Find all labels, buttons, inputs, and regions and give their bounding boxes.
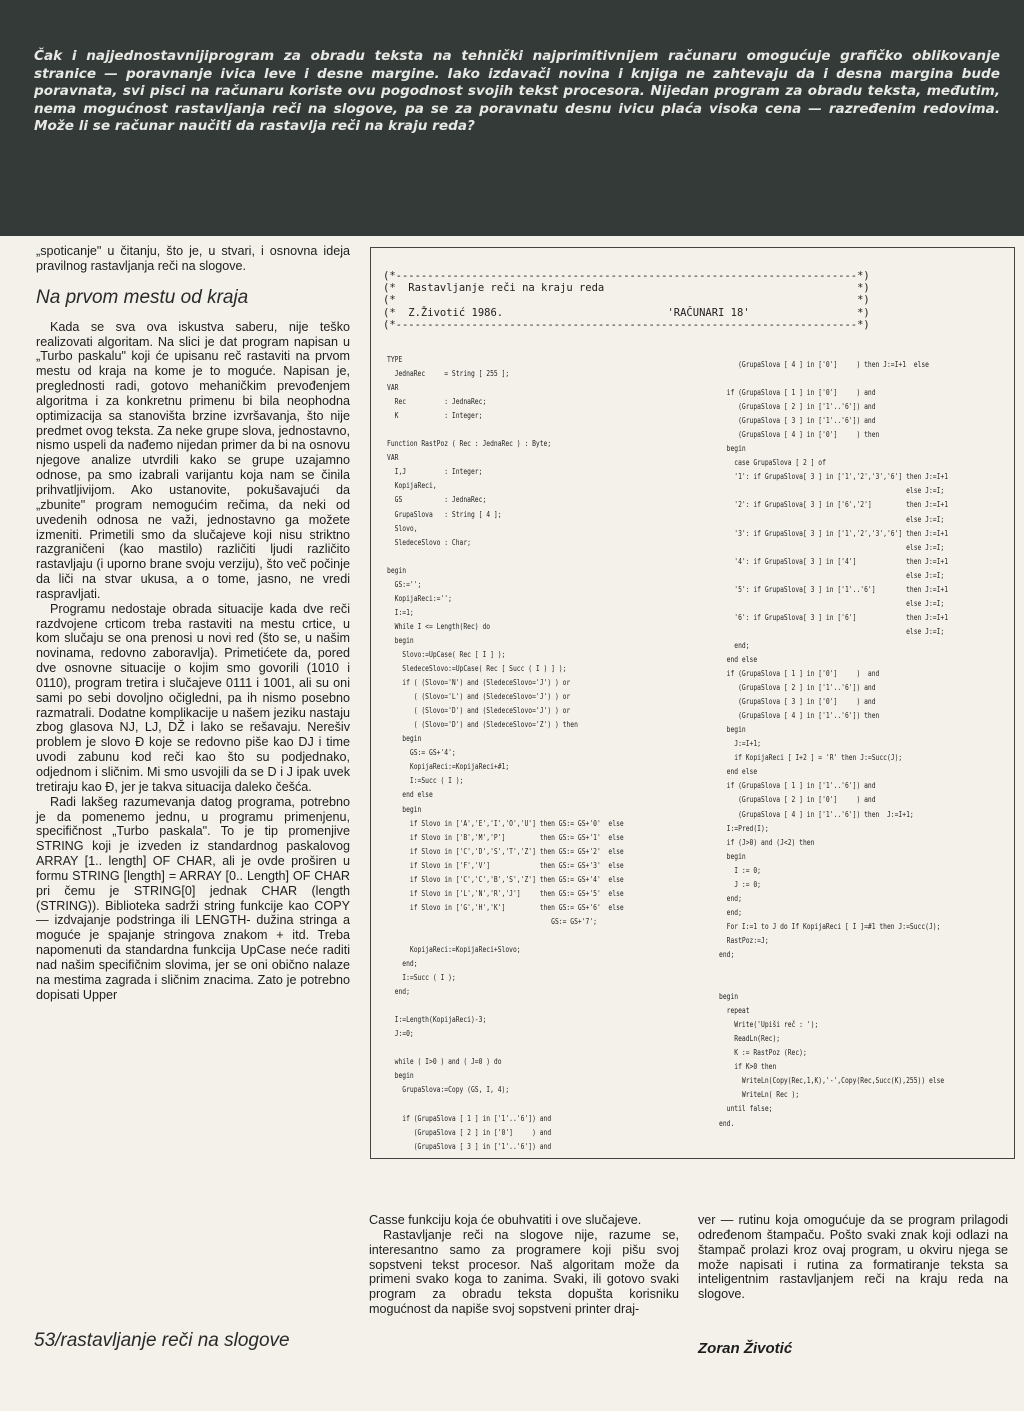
section-heading: Na prvom mestu od kraja [36,286,249,308]
code-listing-right: (GrupaSlova [ 4 ] in ['0'] ) then J:=I+1 else if (GrupaSlova [ 1 ] in ['0'] ) and (GrupaSlova [ 2 ] in ['1'..'6']) and (GrupaSlova [ 3 ] in ['1'..'6']) and (GrupaSlova [ 4 ] in ['0'] ) then begin case GrupaSlova [ 2 ] of '1': if GrupaSlova[ 3 ] in ['1','2','3','6'] then J:=I+1 else J:=I; '2': if GrupaSlova[ 3 ] in ['6','2'] then J:=I+1 else J:=I; '3': if GrupaSlova[ 3 ] in ['1','2','3','6'] then J:=I+1 else J:=I; '4': if GrupaSlova[ 3 ] in ['4'] then J:=I+1 else J:=I; '5': if GrupaSlova[ 3 ] in ['1'..'6'] then J:=I+1 else J:=I; '6': if GrupaSlova[ 3 ] in ['6'] then J:=I+1 else J:=I; end; end else if (GrupaSlova [ 1 ] in ['0'] ) and (GrupaSlova [ 2 ] in ['1'..'6']) and (GrupaSlova [ 3 ] in ['0'] ) and (GrupaSlova [ 4 ] in ['1'..'6']) then begin J:=I+1; if KopijaReci [ I+2 ] = 'R' then J:=Succ(J); end else if (GrupaSlova [ 1 ] in ['1'..'6']) and (GrupaSlova [ 2 ] in ['0'] ) and (GrupaSlova [ 4 ] in ['1'..'6']) then J:=I+1; I:=Pred(I); if (J>0) and (J<2) then begin I := 0; J := 0; end; end; For I:=1 to J do If KopijaReci [ I ]=#1 then J:=Succ(J); RastPoz:=J; end; begin repeat Write('Upiši reč : '); ReadLn(Rec); K := RastPoz (Rec); if K>0 then WriteLn(Copy(Rec,1,K),'-',Copy(Rec,Succ(K),255)) else WriteLn( Rec ); until false; end. [719,359,949,1128]
body-paragraph: Casse funkciju koja će obuhvatiti i ove slučajeve. [369,1213,642,1227]
bottom-middle-column [369,1213,679,1317]
code-header-comment: (*-------------------------------------------------------------------------*) (* Rastavljanje reči na kraju reda *) (* *) (* Z.Životić 1986. 'RAČUNARI 18' *) (*-------------------------------------------------------------------------*) [383,270,870,331]
body-paragraph: Kada se sva ova iskustva saberu, nije teško realizovati algoritam. Na slici je dat program napisan u „Turbo paskalu" koji će upisanu reč rastaviti na prvom mestu od kraja na kome je to moguće. Napisan je, preglednosti radi, gotovo mehaničkim prevođenjem algoritma i za konkretnu primenu bi bila neophodna optimizacija sa stanovišta brzine izvršavanja, što nije predmet ovog teksta. Za neke grupe slova, jednostavno, nismo uspeli da nađemo nijedan primer da bi na osnovu njegove analize utvrdili kako se grupe uzajamno odnose, pa smo izabrali varijantu koja nam se činila prihvatljivijom. Ako ustanovite, pokušavajući da „zbunite" program nemogućim rečima, da neki od uvedenih odnosa ne važi, jednostavno ga možete izmeniti. Primetili smo da slučajeve koji nisu striktno razgraničeni (kao mastilo) različiti ljudi različito rastavljaju (i uporno brane svoju verziju), što več počinje da liči na stvar ukusa, a o tome, jasno, ne vredi raspravljati. [36,319,350,601]
header-band [0,0,1024,236]
code-listing-box [370,247,1015,1159]
author-name: Zoran Životić [698,1340,793,1357]
intro-paragraph: Čak i najjednostavnijiprogram za obradu teksta na tehnički najprimitivnijem računaru omogućuje grafičko oblikovanje stranice — poravnanje ivica leve i desne margine. Iako izdavači novina i knjiga ne zahtevaju da i desna margina bude poravnata, svi pisci na računaru koriste ovu pogodnost svojih tekst procesora. Nijedan program za obradu teksta, međutim, nema mogućnost rastavljanja reči na slogove, pa se za poravnatu desnu ivicu plaća visoka cena — razređenim redovima. Može li se računar naučiti da rastavlja reči na kraju reda? [34,48,1000,135]
bottom-right-column [698,1213,1008,1302]
code-listing-left: TYPE JednaRec = String [ 255 ]; VAR Rec : JednaRec; K : Integer; Function RastPoz ( Rec : JednaRec ) : Byte; VAR I,J : Integer; KopijaReci, GS : JednaRec; GrupaSlova : String [ 4 ]; Slovo, SledeceSlovo : Char; begin GS:=''; KopijaReci:=''; I:=1; While I <= Length(Rec) do begin Slovo:=UpCase( Rec [ I ] ); SledeceSlovo:=UpCase( Rec [ Succ ( I ) ] ); if ( (Slovo='N') and (SledeceSlovo='J') ) or ( (Slovo='L') and (SledeceSlovo='J') ) or ( (Slovo='D') and (SledeceSlovo='J') ) or ( (Slovo='D') and (SledeceSlovo='Z') ) then begin GS:= GS+'4'; KopijaReci:=KopijaReci+#1; I:=Succ ( I ); end else begin if Slovo in ['A','E','I','O','U'] then GS:= GS+'0' else if Slovo in ['B','M','P'] then GS:= GS+'1' else if Slovo in ['C','D','S','T','Z'] then GS:= GS+'2' else if Slovo in ['F','V'] then GS:= GS+'3' else if Slovo in ['C','C','B','S','Z'] then GS:= GS+'4' else if Slovo in ['L','N','R','J'] then GS:= GS+'5' else if Slovo in ['G','H','K'] then GS:= GS+'6' else GS:= GS+'7'; KopijaReci:=KopijaReci+Slovo; end; I:=Succ ( I ); end; I:=Length(KopijaReci)-3; J:=0; while ( I>0 ) and ( J=0 ) do begin GrupaSlova:=Copy (GS, I, 4); if (GrupaSlova [ 1 ] in ['1'..'6']) and (GrupaSlova [ 2 ] in ['0'] ) and (GrupaSlova [ 3 ] in ['1'..'6']) and [387,354,624,1151]
left-column [36,244,350,1003]
body-paragraph: „spoticanje" u čitanju, što je, u stvari, i osnovna ideja pravilnog rastavljanja reči na slogove. [36,244,350,273]
page-footer: 53/rastavljanje reči na slogove [34,1330,290,1351]
body-paragraph: Programu nedostaje obrada situacije kada dve reči razdvojene crticom treba rastaviti na mestu crtice, u kom slučaju se ona prenosi u novi red (što se, u našim novinama, redovno zaboravlja). Primetićete da, pored dve osnovne situacije o kojim smo govorili (1010 i 0110), program tretira i slučajeve 0111 i 1001, ali su oni sami po sebi dovoljno očigledni, pa ih nismo posebno razmatrali. Dodatne komplikacije u našem jeziku nastaju zbog glasova NJ, LJ, DŽ i lako se rešavaju. Nerešiv problem je slovo Đ koje se redovno piše kao DJ i time uvodi zabunu kod reči kao što su podjednako, odjednom i sličnim. Mi smo usvojili da se D i J ipak uvek tretiraju kao Đ, jer je takva situacija daleko češća. [36,601,350,794]
body-paragraph: ver — rutinu koja omogućuje da se program prilagodi određenom štampaču. Pošto svaki znak koji odlazi na štampač prolazi kroz ovaj program, u okviru njega se može napisati i rutina za formatiranje teksta sa inteligentnim rastavljanjem reči na kraju reda na slogove. [698,1213,1008,1302]
body-paragraph: Radi lakšeg razumevanja datog programa, potrebno je da pomenemo jednu, u programu primenjenu, specifičnost „Turbo paskala". To je tip promenjive STRING koji je izveden iz standardnog paskalovog ARRAY [1.. length] OF CHAR, ali je ovde proširen u formu STRING [length] = ARRAY [0.. Length] OF CHAR pri čemu je STRING[0] jednak CHAR (length (STRING)). Biblioteka sadrži string funkcije kao COPY — izdvajanje podstringa ili LENGTH- dužina stringa a moguće je spajanje stringova znakom + itd. Treba napomenuti da standardna funkcija UpCase neće raditi nad našim specifičnim slovima, jer se oni obično nalaze na mestima zagrada i sličnim znacima. Zato je potrebno dopisati Upper [36,794,350,1002]
body-paragraph: Rastavljanje reči na slogove nije, razume se, interesantno samo za programere koji pišu svoj sopstveni tekst procesor. Naš algoritam može da primeni svako koga to zanima. Svaki, ili gotovo svaki program za obradu teksta dopušta korisniku mogućnost da napiše svoj sopstveni printer draj- [369,1227,679,1317]
